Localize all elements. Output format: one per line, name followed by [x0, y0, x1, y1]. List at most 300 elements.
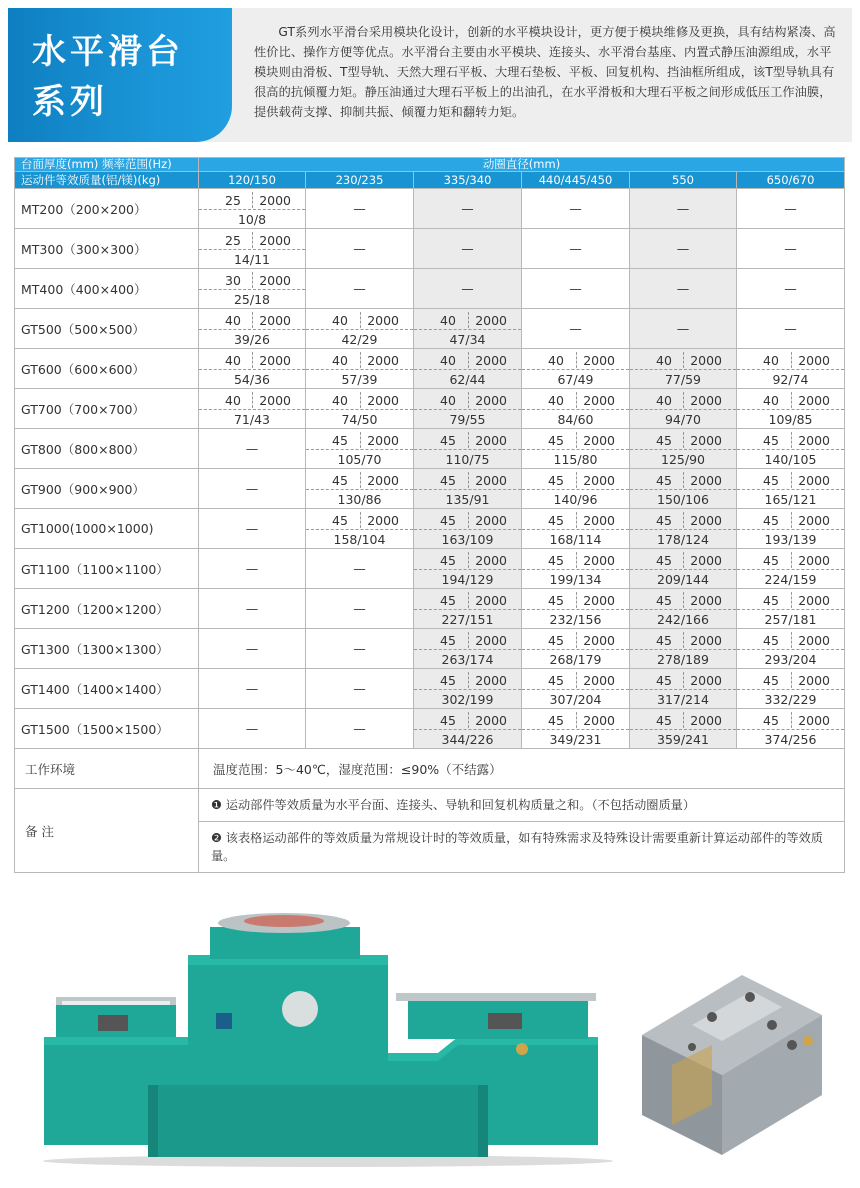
- mass-value: 317/214: [657, 692, 709, 707]
- spec-cell: [737, 629, 845, 669]
- table-thickness: 45: [763, 433, 779, 448]
- not-available-dash: —: [784, 241, 797, 256]
- mass-value: 232/156: [549, 612, 602, 627]
- table-thickness: 45: [548, 513, 564, 528]
- spec-cell: [737, 709, 845, 749]
- table-thickness: 40: [440, 393, 456, 408]
- frequency-value: 2000: [690, 353, 722, 368]
- table-thickness: 45: [656, 513, 672, 528]
- spec-cell: [522, 429, 630, 469]
- mass-value: 158/104: [333, 532, 386, 547]
- model-cell: GT800（800×800）: [15, 429, 199, 469]
- column-header-3: 440/445/450: [522, 172, 630, 189]
- frequency-value: 2000: [583, 633, 615, 648]
- spec-cell: [630, 389, 737, 429]
- frequency-value: 2000: [798, 393, 831, 408]
- frequency-value: 2000: [367, 393, 399, 408]
- table-thickness: 45: [548, 473, 564, 488]
- notes-row: [15, 789, 845, 873]
- mass-value: 263/174: [441, 652, 494, 667]
- mass-value: 79/55: [449, 412, 486, 427]
- mass-value: 227/151: [441, 612, 494, 627]
- model-cell: GT1100（1100×1100）: [15, 549, 199, 589]
- mass-value: 94/70: [664, 412, 702, 427]
- frequency-value: 2000: [583, 713, 615, 728]
- model-cell: GT1200（1200×1200）: [15, 589, 199, 629]
- spec-cell: [306, 389, 414, 429]
- environment-label: 工作环境: [15, 749, 199, 789]
- table-row: [15, 669, 845, 709]
- table-row: [15, 589, 845, 629]
- mass-value: 140/105: [764, 452, 817, 467]
- frequency-value: 2000: [690, 713, 722, 728]
- frequency-value: 2000: [690, 433, 722, 448]
- spec-cell: [306, 309, 414, 349]
- spec-cell: [306, 429, 414, 469]
- frequency-value: 2000: [367, 473, 399, 488]
- table-thickness: 45: [763, 713, 779, 728]
- frequency-value: 2000: [259, 313, 291, 328]
- table-row: [15, 269, 845, 309]
- spec-cell: [306, 349, 414, 389]
- model-cell: GT1400（1400×1400）: [15, 669, 199, 709]
- table-thickness: 40: [656, 393, 672, 408]
- mass-value: 71/43: [233, 412, 271, 427]
- spec-cell: [306, 589, 414, 629]
- header-thickness-frequency: 台面厚度(mm) 频率范围(Hz): [15, 158, 199, 172]
- spec-cell: [522, 469, 630, 509]
- spec-cell: [414, 429, 522, 469]
- table-thickness: 45: [548, 633, 564, 648]
- table-thickness: 45: [440, 633, 456, 648]
- spec-cell: [199, 549, 306, 589]
- table-thickness: 45: [656, 633, 672, 648]
- mass-value: 150/106: [657, 492, 709, 507]
- table-thickness: 45: [656, 553, 672, 568]
- not-available-dash: —: [569, 321, 582, 336]
- frequency-value: 2000: [475, 433, 507, 448]
- table-row: [15, 309, 845, 349]
- frequency-value: 2000: [367, 513, 399, 528]
- frequency-value: 2000: [690, 393, 722, 408]
- table-thickness: 40: [225, 313, 241, 328]
- not-available-dash: —: [245, 561, 259, 576]
- table-thickness: 45: [763, 553, 779, 568]
- frequency-value: 2000: [475, 353, 507, 368]
- frequency-value: 2000: [475, 313, 507, 328]
- mass-value: 92/74: [772, 372, 809, 387]
- frequency-value: 2000: [259, 273, 291, 288]
- spec-cell: [199, 309, 306, 349]
- table-thickness: 45: [332, 433, 348, 448]
- table-thickness: 45: [763, 513, 779, 528]
- table-row: [15, 709, 845, 749]
- not-available-dash: —: [245, 441, 259, 456]
- header-coil-diameter: 动圈直径(mm): [199, 158, 845, 172]
- frequency-value: 2000: [475, 633, 507, 648]
- not-available-dash: —: [353, 281, 366, 296]
- t-guide-block-image: [632, 965, 832, 1165]
- table-thickness: 40: [225, 393, 241, 408]
- spec-cell: [522, 709, 630, 749]
- not-available-dash: —: [245, 721, 259, 736]
- model-cell: GT1300（1300×1300）: [15, 629, 199, 669]
- spec-cell: [199, 469, 306, 509]
- mass-value: 110/75: [445, 452, 490, 467]
- frequency-value: 2000: [798, 433, 831, 448]
- frequency-value: 2000: [475, 553, 507, 568]
- model-cell: GT1500（1500×1500）: [15, 709, 199, 749]
- spec-cell: [630, 669, 737, 709]
- table-thickness: 40: [332, 313, 348, 328]
- frequency-value: 2000: [367, 313, 399, 328]
- mass-value: 224/159: [764, 572, 817, 587]
- table-thickness: 45: [548, 553, 564, 568]
- frequency-value: 2000: [367, 433, 399, 448]
- mass-value: 307/204: [549, 692, 602, 707]
- frequency-value: 2000: [798, 673, 831, 688]
- page-title-line2: 系列: [32, 82, 108, 122]
- not-available-dash: —: [676, 281, 690, 296]
- frequency-value: 2000: [690, 513, 722, 528]
- table-thickness: 25: [225, 233, 241, 248]
- spec-cell: [522, 509, 630, 549]
- table-thickness: 40: [763, 393, 779, 408]
- note-2: ❷ 该表格运动部件的等效质量为常规设计时的等效质量，如有特殊需求及特殊设计需要重新计算运动部件的等效质量。: [199, 821, 844, 872]
- table-thickness: 45: [763, 673, 779, 688]
- header-banner: [8, 8, 852, 142]
- not-available-dash: —: [784, 321, 797, 336]
- spec-cell: [199, 669, 306, 709]
- not-available-dash: —: [676, 241, 690, 256]
- spec-cell: [199, 389, 306, 429]
- frequency-value: 2000: [690, 673, 722, 688]
- spec-cell: [737, 229, 845, 269]
- table-row: [15, 629, 845, 669]
- notes-label: 备 注: [15, 789, 199, 873]
- spec-cell: [737, 389, 845, 429]
- table-thickness: 45: [548, 673, 564, 688]
- table-thickness: 45: [763, 593, 779, 608]
- spec-cell: [630, 309, 737, 349]
- frequency-value: 2000: [259, 193, 291, 208]
- frequency-value: 2000: [475, 473, 507, 488]
- not-available-dash: —: [353, 601, 366, 616]
- mass-value: 359/241: [657, 732, 709, 747]
- mass-value: 130/86: [337, 492, 382, 507]
- not-available-dash: —: [569, 241, 582, 256]
- spec-cell: [306, 509, 414, 549]
- mass-value: 10/8: [237, 212, 267, 227]
- mass-value: 14/11: [233, 252, 271, 267]
- frequency-value: 2000: [583, 513, 615, 528]
- table-thickness: 40: [332, 353, 348, 368]
- spec-cell: [630, 269, 737, 309]
- frequency-value: 2000: [798, 593, 831, 608]
- spec-cell: [306, 549, 414, 589]
- spec-cell: [630, 469, 737, 509]
- spec-cell: [737, 589, 845, 629]
- table-thickness: 40: [548, 393, 564, 408]
- frequency-value: 2000: [259, 353, 291, 368]
- table-thickness: 45: [763, 633, 779, 648]
- page-title-line1: 水平滑台: [32, 32, 184, 72]
- mass-value: 125/90: [661, 452, 705, 467]
- spec-cell: [306, 229, 414, 269]
- not-available-dash: —: [569, 281, 582, 296]
- model-cell: MT400（400×400）: [15, 269, 199, 309]
- mass-value: 135/91: [445, 492, 490, 507]
- frequency-value: 2000: [798, 633, 831, 648]
- spec-cell: [630, 429, 737, 469]
- table-thickness: 25: [225, 193, 241, 208]
- spec-cell: [414, 189, 522, 229]
- spec-cell: [199, 349, 306, 389]
- spec-cell: [414, 469, 522, 509]
- table-thickness: 45: [332, 513, 348, 528]
- spec-cell: [630, 589, 737, 629]
- frequency-value: 2000: [690, 633, 722, 648]
- spec-cell: [522, 349, 630, 389]
- mass-value: 62/44: [449, 372, 486, 387]
- frequency-value: 2000: [798, 473, 831, 488]
- frequency-value: 2000: [583, 353, 615, 368]
- spec-cell: [306, 709, 414, 749]
- table-thickness: 40: [763, 353, 779, 368]
- spec-cell: [737, 349, 845, 389]
- table-thickness: 45: [656, 593, 672, 608]
- table-thickness: 45: [440, 673, 456, 688]
- not-available-dash: —: [353, 681, 366, 696]
- table-thickness: 30: [225, 273, 241, 288]
- table-thickness: 40: [548, 353, 564, 368]
- not-available-dash: —: [353, 241, 366, 256]
- spec-cell: [522, 629, 630, 669]
- frequency-value: 2000: [367, 353, 399, 368]
- model-cell: GT1000(1000×1000): [15, 509, 199, 549]
- spec-cell: [737, 269, 845, 309]
- table-thickness: 45: [763, 473, 779, 488]
- frequency-value: 2000: [798, 513, 831, 528]
- frequency-value: 2000: [690, 593, 722, 608]
- frequency-value: 2000: [475, 673, 507, 688]
- header-row-2: [15, 172, 845, 189]
- frequency-value: 2000: [583, 393, 615, 408]
- column-header-5: 650/670: [737, 172, 845, 189]
- spec-cell: [414, 629, 522, 669]
- mass-value: 165/121: [764, 492, 817, 507]
- spec-cell: [737, 429, 845, 469]
- column-header-1: 230/235: [306, 172, 414, 189]
- not-available-dash: —: [245, 641, 259, 656]
- spec-cell: [414, 509, 522, 549]
- spec-cell: [199, 629, 306, 669]
- table-row: [15, 549, 845, 589]
- mass-value: 115/80: [553, 452, 598, 467]
- column-header-4: 550: [630, 172, 737, 189]
- spec-cell: [522, 389, 630, 429]
- mass-value: 84/60: [557, 412, 594, 427]
- mass-value: 54/36: [233, 372, 271, 387]
- spec-cell: [306, 189, 414, 229]
- frequency-value: 2000: [475, 513, 507, 528]
- mass-value: 344/226: [441, 732, 494, 747]
- table-row: [15, 229, 845, 269]
- mass-value: 39/26: [233, 332, 271, 347]
- table-thickness: 45: [440, 433, 456, 448]
- mass-value: 77/59: [664, 372, 702, 387]
- table-thickness: 40: [656, 353, 672, 368]
- table-thickness: 45: [440, 553, 456, 568]
- mass-value: 57/39: [341, 372, 378, 387]
- mass-value: 105/70: [337, 452, 382, 467]
- spec-cell: [414, 309, 522, 349]
- spec-cell: [306, 669, 414, 709]
- not-available-dash: —: [569, 201, 582, 216]
- table-thickness: 45: [656, 473, 672, 488]
- mass-value: 332/229: [764, 692, 817, 707]
- spec-cell: [630, 509, 737, 549]
- spec-cell: [199, 589, 306, 629]
- not-available-dash: —: [353, 561, 366, 576]
- title-box: [8, 8, 232, 142]
- mass-value: 42/29: [341, 332, 378, 347]
- not-available-dash: —: [461, 241, 474, 256]
- table-row: [15, 509, 845, 549]
- table-thickness: 45: [332, 473, 348, 488]
- mass-value: 47/34: [449, 332, 486, 347]
- mass-value: 349/231: [549, 732, 602, 747]
- spec-cell: [414, 549, 522, 589]
- spec-cell: [414, 709, 522, 749]
- not-available-dash: —: [676, 321, 690, 336]
- not-available-dash: —: [245, 601, 259, 616]
- spec-cell: [630, 229, 737, 269]
- not-available-dash: —: [784, 281, 797, 296]
- table-thickness: 45: [440, 473, 456, 488]
- not-available-dash: —: [245, 521, 259, 536]
- mass-value: 168/114: [549, 532, 602, 547]
- spec-cell: [306, 629, 414, 669]
- spec-cell: [630, 709, 737, 749]
- mass-value: 209/144: [657, 572, 709, 587]
- spec-cell: [199, 189, 306, 229]
- mass-value: 374/256: [764, 732, 817, 747]
- spec-cell: [630, 629, 737, 669]
- mass-value: 278/189: [657, 652, 709, 667]
- spec-cell: [414, 269, 522, 309]
- spec-cell: [306, 269, 414, 309]
- table-row: [15, 429, 845, 469]
- not-available-dash: —: [245, 681, 259, 696]
- spec-cell: [199, 229, 306, 269]
- frequency-value: 2000: [798, 713, 831, 728]
- spec-cell: [199, 429, 306, 469]
- not-available-dash: —: [245, 481, 259, 496]
- not-available-dash: —: [353, 201, 366, 216]
- spec-cell: [306, 469, 414, 509]
- spec-cell: [199, 509, 306, 549]
- model-cell: GT600（600×600）: [15, 349, 199, 389]
- not-available-dash: —: [461, 281, 474, 296]
- mass-value: 268/179: [549, 652, 602, 667]
- table-thickness: 45: [440, 713, 456, 728]
- spec-cell: [414, 589, 522, 629]
- mass-value: 25/18: [233, 292, 271, 307]
- model-cell: MT300（300×300）: [15, 229, 199, 269]
- intro-paragraph: GT系列水平滑台采用模块化设计，创新的水平模块设计，更方便于模块维修及更换，具有结构紧凑、高性价比、操作方便等优点。水平滑台主要由水平模块、连接头、水平滑台基座、内置式静压油源组成，水平模块则由滑板、T型导轨、天然大理石平板、大理石垫板、平板、回复机构、挡油框所组成，该T型导轨具有很高的抗倾覆力矩。静压油通过大理石平板上的出油孔，在水平滑板和大理石平板之间形成低压工作油膜，提供载荷支撑、抑制共振、倾覆力矩和翻转力矩。: [254, 25, 836, 119]
- column-header-2: 335/340: [414, 172, 522, 189]
- spec-cell: [522, 229, 630, 269]
- table-thickness: 45: [548, 433, 564, 448]
- table-row: [15, 189, 845, 229]
- mass-value: 193/139: [764, 532, 817, 547]
- table-row: [15, 469, 845, 509]
- spec-cell: [522, 309, 630, 349]
- mass-value: 293/204: [764, 652, 817, 667]
- mass-value: 242/166: [657, 612, 709, 627]
- mass-value: 163/109: [441, 532, 494, 547]
- spec-cell: [737, 669, 845, 709]
- frequency-value: 2000: [583, 553, 615, 568]
- mass-value: 194/129: [441, 572, 494, 587]
- spec-cell: [522, 589, 630, 629]
- frequency-value: 2000: [259, 393, 291, 408]
- model-cell: MT200（200×200）: [15, 189, 199, 229]
- table-thickness: 45: [440, 593, 456, 608]
- slip-table-machine-image: [38, 905, 618, 1167]
- mass-value: 109/85: [768, 412, 813, 427]
- mass-value: 199/134: [549, 572, 602, 587]
- mass-value: 67/49: [557, 372, 594, 387]
- header-equivalent-mass: 运动件等效质量(铝/镁)(kg): [15, 172, 199, 189]
- not-available-dash: —: [676, 201, 690, 216]
- frequency-value: 2000: [583, 433, 615, 448]
- spec-cell: [630, 549, 737, 589]
- table-row: [15, 349, 845, 389]
- spec-cell: [522, 669, 630, 709]
- environment-row: [15, 749, 845, 789]
- spec-cell: [737, 549, 845, 589]
- spec-cell: [522, 189, 630, 229]
- table-thickness: 45: [548, 713, 564, 728]
- frequency-value: 2000: [798, 553, 831, 568]
- frequency-value: 2000: [475, 713, 507, 728]
- table-thickness: 45: [656, 433, 672, 448]
- table-thickness: 40: [332, 393, 348, 408]
- spec-cell: [414, 349, 522, 389]
- frequency-value: 2000: [583, 473, 615, 488]
- spec-cell: [414, 229, 522, 269]
- table-thickness: 45: [656, 713, 672, 728]
- not-available-dash: —: [353, 641, 366, 656]
- frequency-value: 2000: [690, 553, 722, 568]
- mass-value: 140/96: [553, 492, 598, 507]
- spec-cell: [630, 349, 737, 389]
- spec-cell: [737, 509, 845, 549]
- table-thickness: 40: [225, 353, 241, 368]
- spec-cell: [414, 389, 522, 429]
- spec-cell: [414, 669, 522, 709]
- model-cell: GT500（500×500）: [15, 309, 199, 349]
- model-cell: GT700（700×700）: [15, 389, 199, 429]
- table-thickness: 40: [440, 313, 456, 328]
- frequency-value: 2000: [583, 593, 615, 608]
- notes-value: [199, 789, 845, 873]
- frequency-value: 2000: [798, 353, 831, 368]
- mass-value: 178/124: [657, 532, 709, 547]
- mass-value: 257/181: [764, 612, 817, 627]
